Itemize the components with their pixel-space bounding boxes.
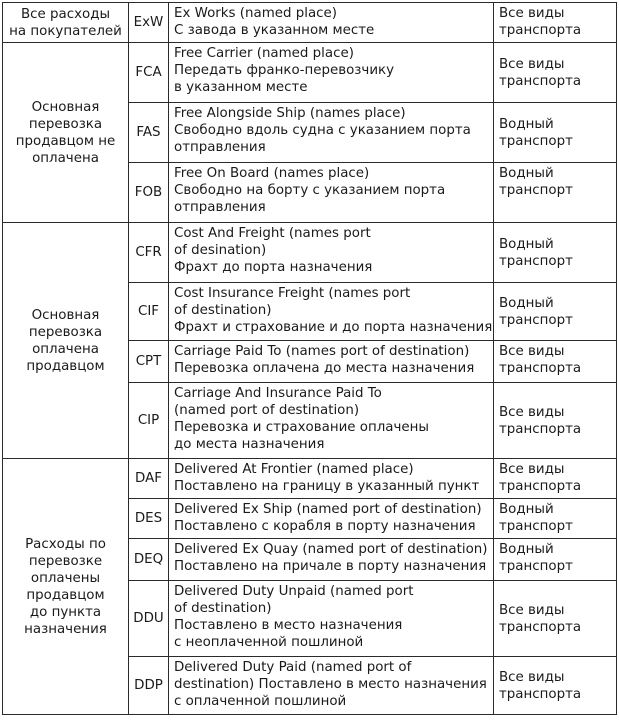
- group-label-line: назначения: [24, 621, 107, 637]
- transport-line: транспорта: [499, 421, 582, 437]
- description-line: Передать франко-перевозчику: [174, 63, 395, 78]
- table-row: [3, 223, 617, 283]
- description-line: Delivered Ex Quay (named port of destination): [174, 542, 488, 557]
- description-line: с оплаченной пошлиной: [174, 694, 347, 709]
- description-line: Free Carrier (named place): [174, 46, 354, 61]
- transport-line: транспорта: [499, 619, 582, 635]
- transport-line: Водный: [499, 166, 554, 181]
- description-line: Поставлено в место назначения: [174, 618, 403, 633]
- group-label-line: Основная: [31, 99, 100, 115]
- description-line: Фрахт и страхование и до порта назначения: [174, 320, 493, 335]
- description-line: Перевозка и страхование оплачены: [174, 420, 429, 435]
- term-description: [169, 43, 494, 103]
- transport-type: [494, 43, 617, 103]
- description-line: в указанном месте: [174, 80, 308, 95]
- description-line: Free Alongside Ship (names place): [174, 106, 406, 121]
- group-label-line: оплачены: [30, 570, 101, 586]
- transport-type: [494, 383, 617, 459]
- table-row: [3, 3, 617, 43]
- description-line: of desination): [174, 243, 267, 258]
- term-code: ExW: [129, 3, 169, 43]
- transport-line: Все виды: [499, 56, 565, 72]
- transport-type: [494, 341, 617, 383]
- group-label-line: перевозке: [28, 553, 103, 569]
- description-line: Перевозка оплачена до места назначения: [174, 361, 475, 376]
- term-code: FCA: [129, 43, 169, 103]
- description-line: Свободно вдоль судна с указанием порта: [174, 123, 471, 138]
- term-code: CIP: [129, 383, 169, 459]
- transport-type: [494, 539, 617, 581]
- transport-type: [494, 657, 617, 715]
- transport-line: транспорт: [499, 519, 573, 534]
- transport-type: [494, 459, 617, 499]
- transport-line: Водный: [499, 502, 554, 517]
- transport-line: Все виды: [499, 602, 565, 618]
- description-line: Delivered At Frontier (named place): [174, 462, 414, 477]
- description-line: Delivered Duty Paid (named port of: [174, 660, 412, 675]
- group-label-line: продавцом: [26, 358, 105, 374]
- group-cell-main-carriage-paid: [3, 223, 129, 459]
- description-line: Фрахт до порта назначения: [174, 260, 373, 275]
- transport-line: транспорта: [499, 686, 582, 702]
- incoterms-table: [2, 2, 617, 715]
- transport-line: транспорт: [499, 312, 573, 328]
- description-line: destination) Поставлено в место назначения: [174, 677, 487, 692]
- term-code: DAF: [129, 459, 169, 499]
- transport-type: [494, 499, 617, 539]
- term-description: [169, 163, 494, 223]
- description-line: до места назначения: [174, 437, 325, 452]
- transport-line: транспорта: [499, 23, 582, 38]
- description-line: Поставлено на границу в указанный пункт: [174, 479, 480, 494]
- transport-type: [494, 283, 617, 341]
- term-description: [169, 539, 494, 581]
- table-row: [3, 43, 617, 103]
- description-line: Ex Works (named place): [174, 6, 337, 21]
- term-description: [169, 383, 494, 459]
- transport-line: Все виды: [499, 669, 565, 685]
- term-description: [169, 341, 494, 383]
- description-line: Delivered Duty Unpaid (named port: [174, 584, 414, 599]
- transport-line: Все виды: [499, 404, 565, 420]
- term-description: [169, 581, 494, 657]
- description-line: Поставлено с корабля в порту назначения: [174, 519, 476, 534]
- group-label-line: продавцом не: [15, 133, 116, 149]
- group-cell-all-costs-buyer: [3, 3, 129, 43]
- transport-line: транспорт: [499, 559, 573, 574]
- transport-line: Все виды: [499, 344, 565, 359]
- description-line: Carriage Paid To (names port of destination): [174, 344, 470, 359]
- description-line: Поставлено на причале в порту назначения: [174, 559, 487, 574]
- term-code: DDU: [129, 581, 169, 657]
- transport-line: Водный: [499, 542, 554, 557]
- description-line: of destination): [174, 601, 272, 616]
- description-line: с неоплаченной пошлиной: [174, 635, 364, 650]
- group-label-line: Все расходы: [20, 7, 111, 22]
- transport-line: Все виды: [499, 462, 565, 477]
- transport-type: [494, 581, 617, 657]
- term-code: DDP: [129, 657, 169, 715]
- transport-line: Водный: [499, 116, 554, 132]
- description-line: Delivered Ex Ship (named port of destination): [174, 502, 482, 517]
- transport-line: транспорт: [499, 183, 573, 198]
- term-code: CFR: [129, 223, 169, 283]
- term-description: [169, 459, 494, 499]
- description-line: Free On Board (names place): [174, 166, 370, 181]
- description-line: Cost Insurance Freight (names port: [174, 286, 411, 301]
- transport-line: транспорт: [499, 133, 573, 149]
- transport-type: [494, 163, 617, 223]
- group-label-line: Основная: [31, 307, 100, 323]
- group-cell-carriage-paid-to-destination: [3, 459, 129, 715]
- transport-line: транспорта: [499, 479, 582, 494]
- description-line: of destination): [174, 303, 272, 318]
- term-description: [169, 283, 494, 341]
- description-line: Свободно на борту с указанием порта: [174, 183, 446, 198]
- transport-type: [494, 103, 617, 163]
- group-label-line: оплачена: [32, 150, 99, 166]
- term-code: CPT: [129, 341, 169, 383]
- term-code: FOB: [129, 163, 169, 223]
- term-code: FAS: [129, 103, 169, 163]
- table-row: [3, 459, 617, 499]
- group-label-line: продавцом: [26, 587, 105, 603]
- term-code: DES: [129, 499, 169, 539]
- transport-line: транспорта: [499, 73, 582, 89]
- transport-line: Все виды: [499, 6, 565, 21]
- term-description: [169, 223, 494, 283]
- group-label-line: оплачена: [32, 341, 99, 357]
- transport-line: Водный: [499, 295, 554, 311]
- group-cell-main-carriage-unpaid: [3, 43, 129, 223]
- term-code: CIF: [129, 283, 169, 341]
- description-line: Carriage And Insurance Paid To: [174, 386, 382, 401]
- term-description: [169, 499, 494, 539]
- term-description: [169, 3, 494, 43]
- description-line: С завода в указанном месте: [174, 23, 375, 38]
- term-description: [169, 657, 494, 715]
- group-label-line: перевозка: [28, 324, 103, 340]
- transport-type: [494, 3, 617, 43]
- description-line: Cost And Freight (names port: [174, 226, 371, 241]
- transport-line: Водный: [499, 236, 554, 252]
- transport-type: [494, 223, 617, 283]
- group-label-line: Расходы по: [25, 536, 106, 552]
- group-label-line: до пункта: [29, 604, 102, 620]
- term-description: [169, 103, 494, 163]
- group-label-line: перевозка: [28, 116, 103, 132]
- description-line: (named port of destination): [174, 403, 360, 418]
- description-line: отправления: [174, 200, 266, 215]
- transport-line: транспорт: [499, 253, 573, 269]
- description-line: отправления: [174, 140, 266, 155]
- group-label-line: на покупателей: [9, 24, 122, 39]
- transport-line: транспорта: [499, 361, 582, 376]
- term-code: DEQ: [129, 539, 169, 581]
